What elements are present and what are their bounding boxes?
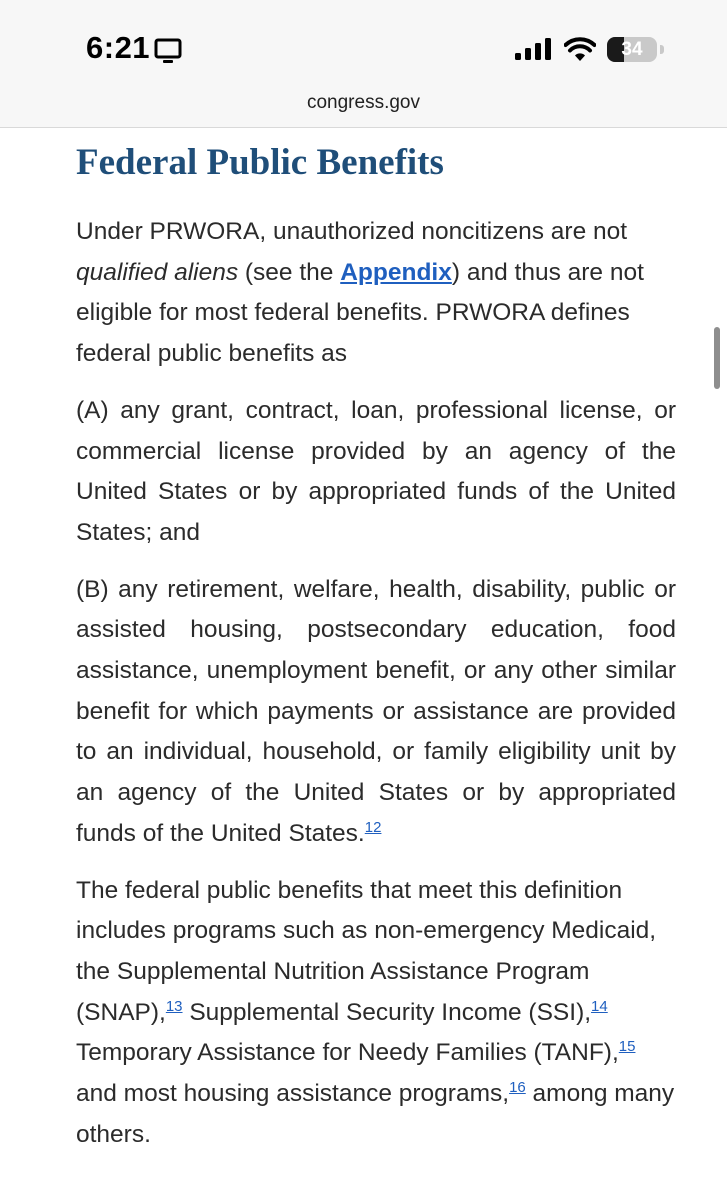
url-bar[interactable] [0, 90, 727, 128]
footnote-14-link[interactable]: 14 [591, 997, 608, 1015]
paragraph-definition-b [76, 570, 676, 855]
scrollbar-thumb[interactable] [714, 327, 720, 389]
wifi-icon [564, 36, 596, 62]
cellular-signal-icon [515, 38, 553, 60]
section-heading: Federal Public Benefits [76, 142, 444, 183]
footnote-15-link[interactable]: 15 [618, 1038, 636, 1056]
article-content [76, 128, 676, 1155]
battery-icon [607, 37, 657, 62]
appendix-link[interactable]: Appendix [340, 258, 452, 286]
paragraph-programs [76, 871, 676, 1156]
battery-percent: 34 [621, 39, 643, 60]
footnote-12-link[interactable]: 12 [364, 818, 382, 836]
screen-mirroring-icon [154, 36, 182, 66]
status-bar [0, 0, 727, 90]
definition-b-text: (B) any retirement, welfare, health, disability, public or assisted housing, postsecondary education, food assistance, unemployment benefit, or any other similar benefit for which payments or assistance are provided to an individual, household, or family eligibility unit by an agency of the United States or by appropriated funds of the United States. [76, 575, 676, 847]
programs-text-5: among many others. [76, 1080, 675, 1148]
url-text[interactable]: congress.gov [306, 92, 420, 113]
paragraph-intro [76, 212, 676, 375]
status-time: 6:21 [86, 30, 151, 65]
programs-text-3: Temporary Assistance for Needy Families (TANF), [76, 1039, 619, 1067]
intro-text-1: Under PRWORA, unauthorized noncitizens are not [76, 218, 628, 245]
programs-text-4: and most housing assistance programs, [76, 1080, 510, 1108]
footnote-13-link[interactable]: 13 [165, 997, 183, 1015]
intro-text-2: (see the [238, 258, 341, 286]
intro-emphasis: qualified aliens [76, 258, 239, 286]
paragraph-definition-a: (A) any grant, contract, loan, professional license, or commercial license provided by an agency of the United States or by appropriated funds of the United States; and [76, 396, 676, 546]
programs-text-1: The federal public benefits that meet this definition includes programs such as non-emergency Medicaid, the Supplemental Nutrition Assistance Program (SNAP), [76, 876, 657, 1026]
battery-nub [660, 45, 664, 54]
intro-text-3: ) and thus are not eligible for most federal benefits. PRWORA defines federal public benefits as [76, 258, 644, 368]
footnote-16-link[interactable]: 16 [509, 1079, 526, 1097]
programs-text-2: Supplemental Security Income (SSI), [182, 998, 592, 1026]
